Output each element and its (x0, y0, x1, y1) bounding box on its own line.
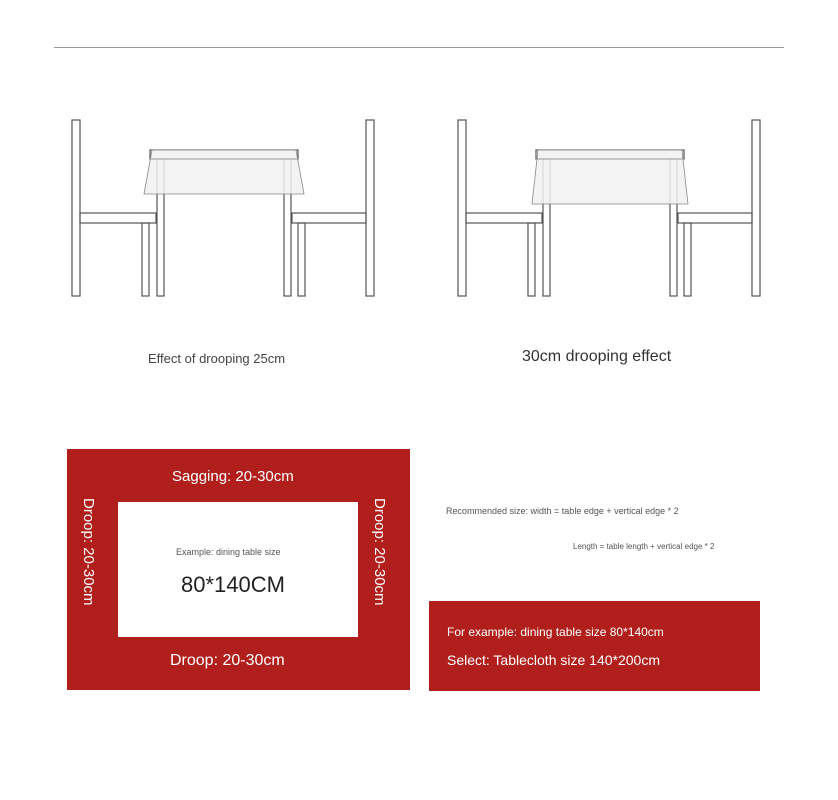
left-droop-label: Droop: 20-30cm (80, 498, 97, 606)
example-table-size: For example: dining table size 80*140cm (447, 625, 664, 639)
bottom-droop-label: Droop: 20-30cm (170, 652, 285, 669)
illustration-caption-25cm: Effect of drooping 25cm (148, 351, 286, 366)
recommended-width-formula: Recommended size: width = table edge + vertical edge * 2 (446, 506, 679, 516)
table-drooping-25cm-illustration (60, 110, 390, 310)
recommended-length-formula: Length = table length + vertical edge * 2 (573, 542, 715, 551)
table-area (118, 502, 358, 637)
top-sagging-label: Sagging: 20-30cm (172, 468, 294, 485)
table-size-value: 80*140CM (181, 572, 285, 597)
example-tablecloth-size: Select: Tablecloth size 140*200cm (447, 652, 660, 668)
right-droop-label: Droop: 20-30cm (371, 498, 388, 606)
illustration-caption-30cm: 30cm drooping effect (522, 348, 672, 365)
inner-caption: Example: dining table size (176, 547, 281, 557)
example-box (429, 601, 760, 691)
top-divider (54, 47, 784, 48)
table-drooping-30cm-illustration (446, 110, 776, 310)
